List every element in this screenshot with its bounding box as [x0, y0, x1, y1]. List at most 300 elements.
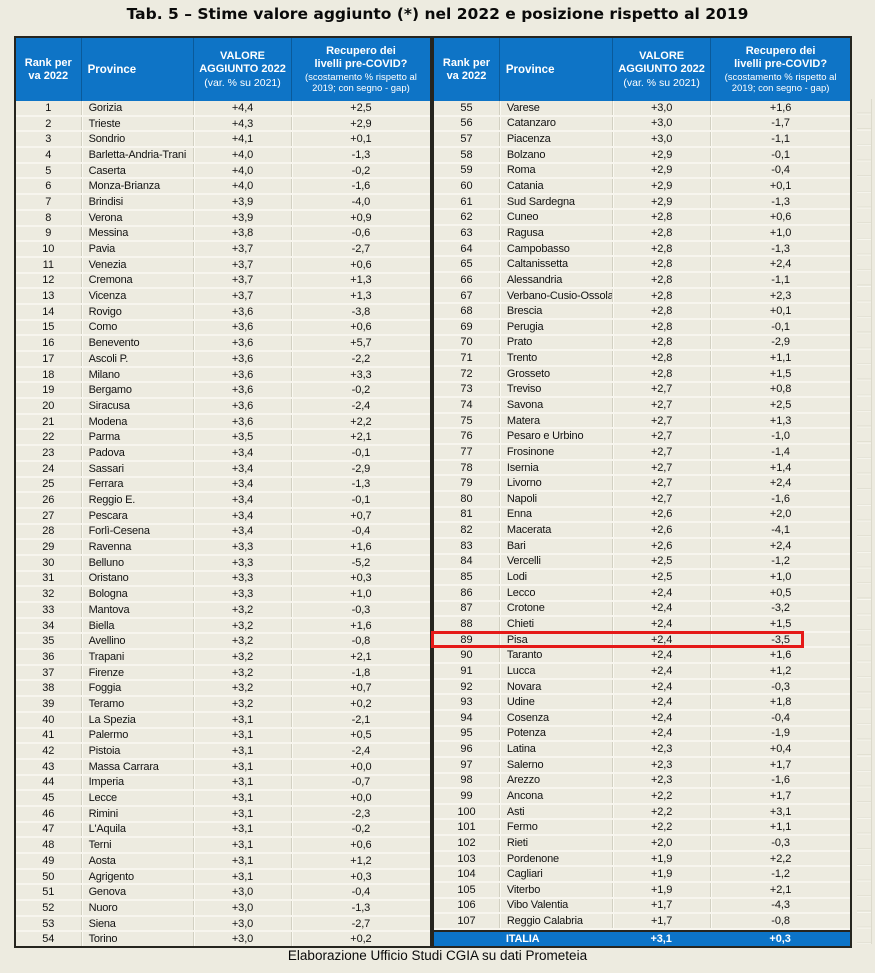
cell-province: Lodi [499, 570, 612, 584]
cell-rank: 85 [460, 571, 473, 584]
cell-recupero: +1,1 [710, 820, 850, 834]
table-row [16, 289, 430, 305]
cell-province: Bologna [81, 587, 194, 601]
cell-recupero: -1,1 [710, 132, 850, 146]
cell-recupero: +0,5 [710, 586, 850, 600]
cell-valore: +3,6 [193, 415, 291, 429]
cell-valore: +2,8 [612, 273, 710, 287]
table-right [432, 36, 852, 948]
cell-province: Trieste [81, 117, 194, 131]
cell-province: Cuneo [499, 210, 612, 224]
cell-province: Benevento [81, 336, 194, 350]
cell-province: Torino [81, 932, 194, 946]
table-row [434, 523, 850, 539]
cell-recupero: +0,1 [291, 132, 430, 146]
cell-recupero: -0,4 [710, 164, 850, 178]
cell-rank: 15 [42, 321, 55, 334]
cell-rank: 105 [457, 883, 476, 896]
cell-recupero: +0,9 [291, 211, 430, 225]
cell-province: Cagliari [499, 867, 612, 881]
cell-valore: +1,9 [612, 852, 710, 866]
cell-valore: +2,2 [612, 805, 710, 819]
cell-valore: +3,6 [193, 399, 291, 413]
cell-recupero: -0,4 [291, 885, 430, 899]
cell-recupero: +1,3 [291, 274, 430, 288]
table-row [434, 883, 850, 899]
cell-recupero: +1,7 [710, 789, 850, 803]
cell-province: Latina [499, 742, 612, 756]
cell-valore: +3,4 [193, 525, 291, 539]
cell-rank: 26 [42, 494, 55, 507]
cell-recupero: -0,2 [291, 164, 430, 178]
cell-rank: 62 [460, 211, 473, 224]
cell-province: Imperia [81, 776, 194, 790]
cell-recupero: +1,3 [291, 289, 430, 303]
cell-valore: +3,2 [193, 650, 291, 664]
table-row [16, 697, 430, 713]
cell-province: Ravenna [81, 540, 194, 554]
cell-rank: 2 [45, 117, 52, 130]
cell-province: Rovigo [81, 305, 194, 319]
table-row [434, 867, 850, 883]
cell-recupero: +3,3 [291, 368, 430, 382]
cell-valore: +3,9 [193, 211, 291, 225]
cell-province: Catanzaro [499, 117, 612, 131]
cell-rank: 11 [42, 258, 54, 271]
cell-valore: +3,0 [193, 917, 291, 931]
cell-province: Palermo [81, 729, 194, 743]
cell-valore: +3,1 [193, 729, 291, 743]
cell-province: Livorno [499, 476, 612, 490]
cell-recupero: -2,9 [291, 462, 430, 476]
table-row [16, 321, 430, 337]
cell-rank: 74 [460, 398, 473, 411]
cell-recupero: -1,1 [710, 273, 850, 287]
cell-province: Mantova [81, 603, 194, 617]
cell-province: Udine [499, 695, 612, 709]
table-row [16, 870, 430, 886]
cell-valore: +2,4 [612, 648, 710, 662]
table-row [16, 603, 430, 619]
cell-valore: +2,7 [612, 445, 710, 459]
cell-recupero: +0,7 [291, 681, 430, 695]
cell-rank: 70 [460, 336, 473, 349]
cell-recupero: +2,1 [710, 883, 850, 897]
cell-province: Teramo [81, 697, 194, 711]
cell-province: Salerno [499, 758, 612, 772]
cell-rank: 5 [45, 164, 52, 177]
cell-recupero: -0,1 [291, 446, 430, 460]
cell-rank: 24 [42, 462, 55, 475]
cell-rank: 9 [45, 227, 52, 240]
cell-rank: 90 [460, 649, 473, 662]
cell-province: La Spezia [81, 713, 194, 727]
col-header-valore: VALORE AGGIUNTO 2022 (var. % su 2021) [612, 38, 710, 101]
table-row [16, 148, 430, 164]
cell-recupero: +0,1 [710, 179, 850, 193]
table-row [16, 932, 430, 946]
table-left-body [16, 101, 430, 946]
cell-valore: +2,7 [612, 476, 710, 490]
cell-rank: 22 [42, 431, 55, 444]
cell-recupero: -0,1 [710, 148, 850, 162]
table-row [16, 509, 430, 525]
cell-recupero: -2,4 [291, 399, 430, 413]
cell-province: Pesaro e Urbino [499, 429, 612, 443]
cell-valore: +1,7 [612, 899, 710, 913]
cell-valore: +3,2 [193, 619, 291, 633]
table-row [16, 744, 430, 760]
cell-rank: 3 [45, 133, 52, 146]
table-row [434, 899, 850, 915]
cell-rank: 17 [42, 352, 55, 365]
cell-rank: 38 [42, 682, 55, 695]
cell-province: Aosta [81, 854, 194, 868]
table-row [16, 117, 430, 133]
cell-rank: 37 [42, 666, 55, 679]
cell-province: Frosinone [499, 445, 612, 459]
cell-province: Reggio E. [81, 493, 194, 507]
cell-rank: 28 [42, 525, 55, 538]
cell-province: Macerata [499, 523, 612, 537]
cell-province: Barletta-Andria-Trani [81, 148, 194, 162]
cell-valore: +2,9 [612, 179, 710, 193]
cell-valore: +2,7 [612, 429, 710, 443]
cell-province: Roma [499, 164, 612, 178]
table-row [16, 525, 430, 541]
cell-rank: 59 [460, 164, 473, 177]
cell-rank: 77 [460, 445, 473, 458]
cell-valore: +2,2 [612, 820, 710, 834]
table-row [434, 164, 850, 180]
table-row [16, 446, 430, 462]
cell-province: Fermo [499, 820, 612, 834]
table-left [14, 36, 432, 948]
cell-province: Piacenza [499, 132, 612, 146]
cell-province: Modena [81, 415, 194, 429]
cell-valore: +2,8 [612, 304, 710, 318]
cell-rank: 67 [460, 289, 473, 302]
cell-rank: 81 [460, 508, 473, 521]
cell-recupero: +1,5 [710, 367, 850, 381]
cell-recupero: +2,1 [291, 650, 430, 664]
cell-province: Siena [81, 917, 194, 931]
cell-valore: +3,0 [193, 901, 291, 915]
cell-valore: +2,7 [612, 383, 710, 397]
cell-valore: +2,7 [612, 492, 710, 506]
cell-province: Campobasso [499, 242, 612, 256]
table-row [434, 570, 850, 586]
cell-rank: 42 [42, 745, 55, 758]
cell-recupero: -0,8 [710, 914, 850, 928]
cell-recupero: -1,7 [710, 117, 850, 131]
cell-valore: +3,6 [193, 321, 291, 335]
table-row [16, 336, 430, 352]
table-row [434, 320, 850, 336]
cell-recupero: +0,4 [710, 742, 850, 756]
table-row [16, 415, 430, 431]
cell-rank: 106 [457, 899, 476, 912]
cell-rank: 100 [457, 805, 476, 818]
cell-province: Caltanissetta [499, 257, 612, 271]
cell-recupero: +0,7 [291, 509, 430, 523]
cell-rank: 18 [42, 368, 55, 381]
cell-valore: +3,1 [193, 744, 291, 758]
cell-province: Isernia [499, 461, 612, 475]
cell-province: Terni [81, 838, 194, 852]
cell-rank: 8 [45, 211, 52, 224]
cell-recupero: -2,4 [291, 744, 430, 758]
cell-recupero: -0,3 [710, 836, 850, 850]
cell-valore: +3,8 [193, 227, 291, 241]
cell-rank: 27 [42, 509, 55, 522]
col-header-province: Province [499, 38, 612, 101]
cell-rank: 46 [42, 807, 55, 820]
cell-province: Varese [499, 101, 612, 115]
cell-recupero: +0,0 [291, 760, 430, 774]
table-row [434, 586, 850, 602]
table-row [16, 838, 430, 854]
cell-valore: +3,4 [193, 446, 291, 460]
table-row [16, 729, 430, 745]
cell-rank: 63 [460, 226, 473, 239]
cell-rank: 20 [42, 399, 55, 412]
cell-valore: +2,6 [612, 523, 710, 537]
table-row [434, 476, 850, 492]
cell-valore: +2,6 [612, 539, 710, 553]
table-row [434, 555, 850, 571]
cell-recupero: +1,7 [710, 758, 850, 772]
cell-province: Milano [81, 368, 194, 382]
source-note: Elaborazione Ufficio Studi CGIA su dati Prometeia [287, 948, 588, 963]
cell-rank: 54 [42, 933, 55, 946]
table-row [434, 836, 850, 852]
cell-rank: 32 [42, 588, 55, 601]
cell-recupero: +0,3 [769, 932, 791, 945]
table-row [16, 854, 430, 870]
cell-rank: 40 [42, 713, 55, 726]
cell-recupero: +2,1 [291, 430, 430, 444]
cell-province: Enna [499, 508, 612, 522]
table-row [434, 695, 850, 711]
cell-rank: 69 [460, 320, 473, 333]
cell-rank: 48 [42, 839, 55, 852]
table-row [434, 852, 850, 868]
cell-rank: 55 [460, 101, 473, 114]
cell-province: Viterbo [499, 883, 612, 897]
table-row [434, 508, 850, 524]
cell-valore: +3,4 [193, 493, 291, 507]
cell-province: ITALIA [505, 932, 540, 945]
cell-province: Belluno [81, 556, 194, 570]
cell-valore: +3,0 [612, 101, 710, 115]
cell-valore: +2,8 [612, 242, 710, 256]
table-row [16, 917, 430, 933]
cell-rank: 4 [45, 148, 52, 161]
cell-recupero: +1,6 [291, 540, 430, 554]
table-row [434, 461, 850, 477]
cell-valore: +2,8 [612, 320, 710, 334]
cell-recupero: +2,5 [291, 101, 430, 115]
cell-province: Forlì-Cesena [81, 525, 194, 539]
cell-rank: 31 [42, 572, 55, 585]
cell-rank: 44 [42, 776, 55, 789]
cell-valore: +4,4 [193, 101, 291, 115]
table-row [16, 305, 430, 321]
cell-rank: 64 [460, 242, 473, 255]
table-row [434, 664, 850, 680]
cell-recupero: +0,6 [291, 258, 430, 272]
cell-valore: +2,8 [612, 351, 710, 365]
cell-rank: 79 [460, 477, 473, 490]
cell-rank: 35 [42, 635, 55, 648]
table-row [16, 430, 430, 446]
table-row [434, 289, 850, 305]
cell-recupero: -4,0 [291, 195, 430, 209]
cell-rank: 96 [460, 743, 473, 756]
table-row [16, 132, 430, 148]
cell-province: Lecce [81, 791, 194, 805]
cell-valore: +3,4 [193, 462, 291, 476]
cell-rank: 93 [460, 696, 473, 709]
table-row [16, 242, 430, 258]
cell-valore: +3,7 [193, 258, 291, 272]
cell-recupero: +0,2 [291, 697, 430, 711]
table-row [16, 634, 430, 650]
cell-recupero: +2,3 [710, 289, 850, 303]
cell-valore: +3,0 [193, 932, 291, 946]
table-row [434, 539, 850, 555]
table-row [434, 367, 850, 383]
cell-rank: 80 [460, 492, 473, 505]
table-row [434, 789, 850, 805]
table-row [434, 195, 850, 211]
cell-rank: 41 [42, 729, 55, 742]
table-row [16, 650, 430, 666]
cell-recupero: +2,0 [710, 508, 850, 522]
cell-province: Ferrara [81, 478, 194, 492]
cell-recupero: -3,2 [710, 602, 850, 616]
cell-recupero: +2,9 [291, 117, 430, 131]
table-row [434, 398, 850, 414]
cell-rank: 87 [460, 602, 473, 615]
cell-recupero: -1,3 [291, 148, 430, 162]
cell-recupero: -1,9 [710, 727, 850, 741]
cell-recupero: +1,0 [710, 570, 850, 584]
cell-valore: +4,0 [193, 179, 291, 193]
cell-province: Lecco [499, 586, 612, 600]
cell-province: Messina [81, 227, 194, 241]
cell-rank: 21 [42, 415, 55, 428]
cell-valore: +2,8 [612, 289, 710, 303]
cell-province: Chieti [499, 617, 612, 631]
cell-recupero: -2,3 [291, 807, 430, 821]
cell-rank: 29 [42, 541, 55, 554]
cell-recupero: -2,2 [291, 352, 430, 366]
cell-rank: 88 [460, 617, 473, 630]
cell-recupero: -1,6 [291, 179, 430, 193]
cell-province: Potenza [499, 727, 612, 741]
cell-rank: 47 [42, 823, 55, 836]
cell-province: Novara [499, 680, 612, 694]
table-row [434, 101, 850, 117]
cell-rank: 13 [42, 290, 55, 303]
cell-valore: +3,7 [193, 289, 291, 303]
cell-recupero: +1,6 [710, 648, 850, 662]
cell-valore: +3,3 [193, 556, 291, 570]
cell-valore: +3,2 [193, 603, 291, 617]
cell-rank: 76 [460, 430, 473, 443]
cell-recupero: +1,8 [710, 695, 850, 709]
cell-province: Napoli [499, 492, 612, 506]
cell-recupero: -0,4 [710, 711, 850, 725]
cell-rank: 83 [460, 539, 473, 552]
table-row [434, 742, 850, 758]
cell-recupero: -0,2 [291, 383, 430, 397]
col-header-valore: VALORE AGGIUNTO 2022 (var. % su 2021) [193, 38, 291, 101]
cell-rank: 71 [460, 352, 473, 365]
cell-province: Sud Sardegna [499, 195, 612, 209]
cell-rank: 91 [460, 664, 473, 677]
cell-valore: +3,6 [193, 305, 291, 319]
cell-rank: 30 [42, 556, 55, 569]
table-row [16, 493, 430, 509]
table-row [434, 414, 850, 430]
cell-rank: 57 [460, 133, 473, 146]
cell-recupero: +2,5 [710, 398, 850, 412]
table-row [434, 148, 850, 164]
table-row [16, 681, 430, 697]
cell-recupero: -1,8 [291, 666, 430, 680]
cell-province: Firenze [81, 666, 194, 680]
cell-rank: 94 [460, 711, 473, 724]
cell-province: Verbano-Cusio-Ossola [499, 289, 612, 303]
cell-valore: +3,2 [193, 681, 291, 695]
cell-province: Cosenza [499, 711, 612, 725]
cell-valore: +1,7 [612, 914, 710, 928]
cell-province: Trapani [81, 650, 194, 664]
cell-province: Sassari [81, 462, 194, 476]
cell-rank: 45 [42, 792, 55, 805]
cell-rank: 78 [460, 461, 473, 474]
cell-valore: +2,4 [612, 664, 710, 678]
cell-recupero: -3,8 [291, 305, 430, 319]
cell-recupero: +2,4 [710, 257, 850, 271]
cell-province: Parma [81, 430, 194, 444]
cell-recupero: -2,7 [291, 242, 430, 256]
cell-valore: +2,7 [612, 414, 710, 428]
cell-rank: 1 [45, 101, 52, 114]
cell-valore: +2,9 [612, 164, 710, 178]
cell-rank: 14 [42, 305, 55, 318]
cell-rank: 52 [42, 901, 55, 914]
cell-province: Pisa [499, 633, 612, 647]
cell-recupero: +0,0 [291, 791, 430, 805]
highlighted-table-row [434, 633, 850, 649]
cell-province: Siracusa [81, 399, 194, 413]
cell-valore: +3,3 [193, 572, 291, 586]
cell-recupero: -0,2 [291, 823, 430, 837]
cell-recupero: +0,6 [291, 321, 430, 335]
cell-rank: 7 [45, 195, 52, 208]
cell-valore: +2,3 [612, 758, 710, 772]
table-row [434, 383, 850, 399]
cell-valore: +2,8 [612, 336, 710, 350]
cell-province: Prato [499, 336, 612, 350]
table-row [16, 901, 430, 917]
table-row [16, 195, 430, 211]
cell-recupero: +1,2 [291, 854, 430, 868]
